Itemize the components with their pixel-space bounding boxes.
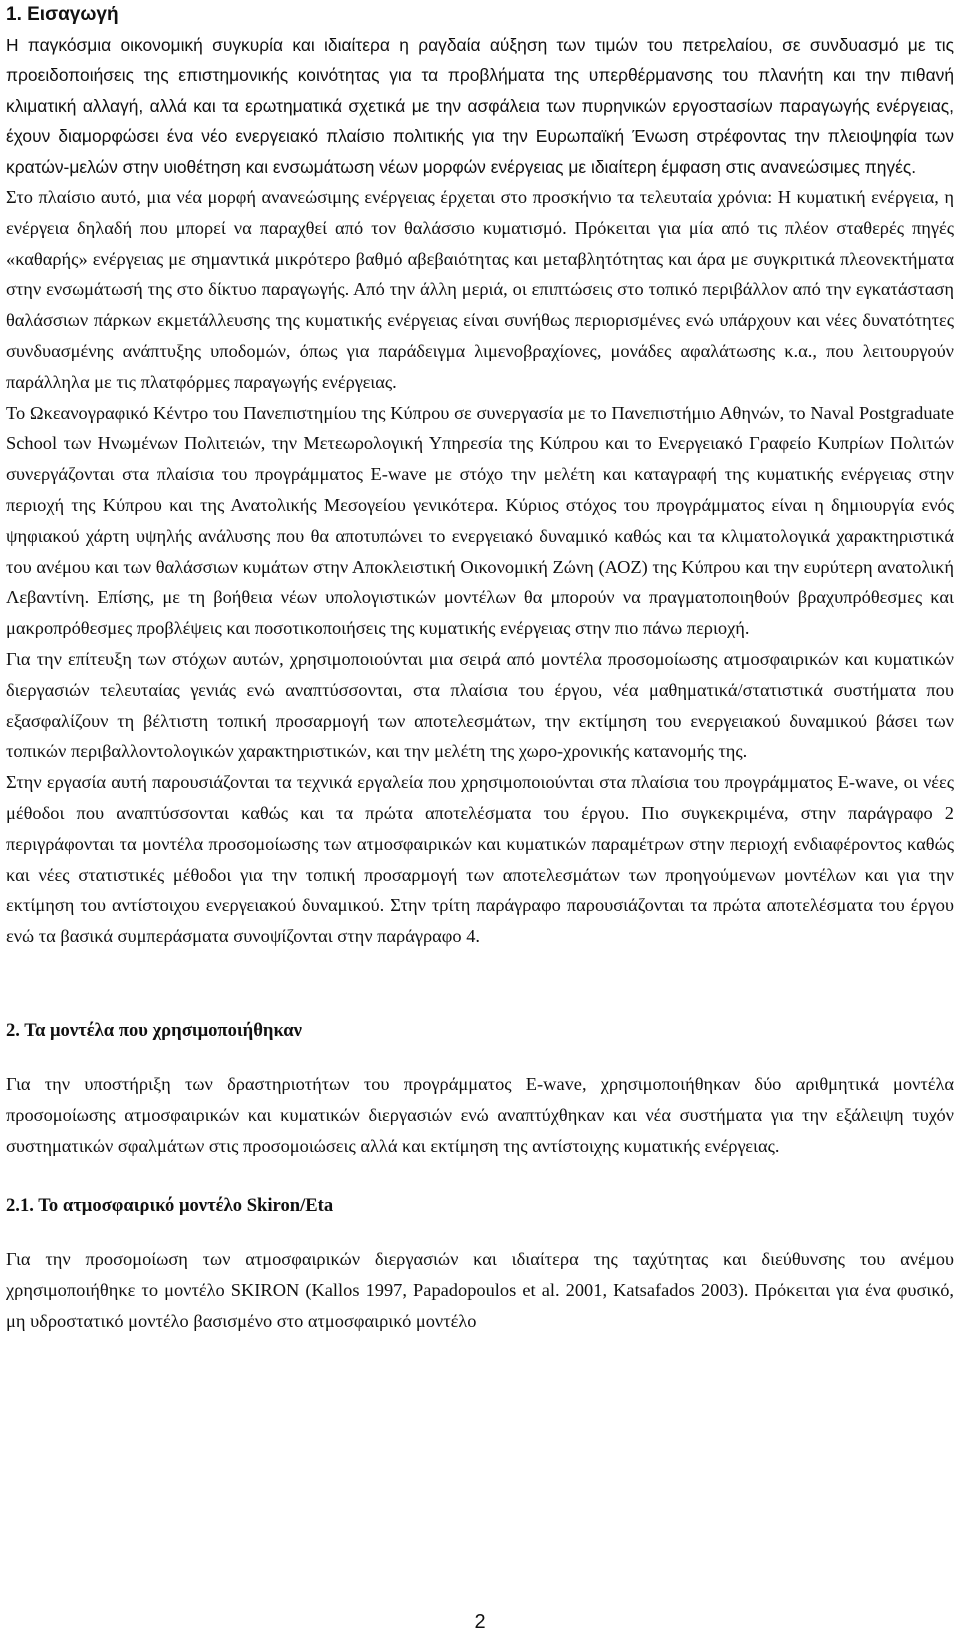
document-page bbox=[6, 0, 954, 1337]
section-2-paragraph: Για την υποστήριξη των δραστηριοτήτων του προγράμματος E-wave, χρησιμοποιήθηκαν δύο αριθμητικά μοντέλα προσομοίωσης ατμοσφαιρικών και κυματικών διεργασιών ενώ αναπτύχθηκαν και νέα συστήματα για την εξάλειψη τυχόν συστηματικών σφαλμάτων στις προσομοιώσεις αλλά και εκτίμηση της αντίστοιχης κυματικής ενέργειας. bbox=[6, 1073, 954, 1156]
page-number: 2 bbox=[474, 1611, 486, 1633]
section-1-paragraph-3: Το Ωκεανογραφικό Κέντρο του Πανεπιστημίου της Κύπρου σε συνεργασία με το Πανεπιστήμιο Αθηνών, το Naval Postgraduate School των Ηνωμένων Πολιτειών, την Μετεωρολογική Υπηρεσία της Κύπρου και το Ενεργειακό Γραφείο Κυπρίων Πολιτών συνεργάζονται στα πλαίσια του προγράμματος E-wave με στόχο την μελέτη και καταγραφή της κυματικής ενέργειας στην περιοχή της Κύπρου και της Ανατολικής Μεσογείου γενικότερα. Κύριος στόχος του προγράμματος είναι η δημιουργία ενός ψηφιακού χάρτη υψηλής ανάλυσης που θα αποτυπώνει το ενεργειακό δυναμικό καθώς και τα κλιματολογικά χαρακτηριστικά του ανέμου και των θαλάσσιων κυμάτων στην Αποκλειστική Οικονομική Ζώνη (ΑΟΖ) της Κύπρου και την ευρύτερη ανατολική Λεβαντίνη. Επίσης, με τη βοήθεια νέων υπολογιστικών μοντέλων θα μπορούν να πραγματοποιηθούν βραχυπρόθεσμες και μακροπρόθεσμες προβλέψεις και ποσοτικοποιήσεις της κυματικής ενέργειας στην πιο πάνω περιοχή. bbox=[6, 402, 954, 639]
section-1-paragraph-4: Για την επίτευξη των στόχων αυτών, χρησιμοποιούνται μια σειρά από μοντέλα προσομοίωσης ατμοσφαιρικών και κυματικών διεργασιών τελευταίας γενιάς ενώ αναπτύσσονται, στα πλαίσια του έργου, νέα μαθηματικά/στατιστικά συστήματα που εξασφαλίζουν τη βέλτιστη τοπική προσαρμογή των αποτελεσμάτων, την εκτίμηση του ενεργειακού δυναμικού βάσει των τοπικών περιβαλλοντολογικών χαρακτηριστικών, και την μελέτη της χωρο-χρονικής κατανομής της. bbox=[6, 648, 954, 762]
subsection-spacer bbox=[6, 1161, 954, 1191]
section-2-heading: 2. Τα μοντέλα που χρησιμοποιήθηκαν bbox=[6, 1019, 302, 1041]
heading-spacer bbox=[6, 1221, 954, 1244]
heading-spacer bbox=[6, 1046, 954, 1069]
section-spacer bbox=[6, 952, 954, 1016]
section-1-paragraph-5: Στην εργασία αυτή παρουσιάζονται τα τεχνικά εργαλεία που χρησιμοποιούνται στα πλαίσια του προγράμματος E-wave, οι νέες μέθοδοι που αναπτύσσονται καθώς και τα πρώτα αποτελέσματα του έργου. Πιο συγκεκριμένα, στην παράγραφο 2 περιγράφονται τα μοντέλα προσομοίωσης των ατμοσφαιρικών και κυματικών παραμέτρων στην περιοχή ενδιαφέροντος καθώς και νέες στατιστικές μέθοδοι για την τοπική προσαρμογή των αποτελεσμάτων των προηγούμενων μοντέλων και για την εκτίμηση του αντίστοιχου ενεργειακού δυναμικού. Στην τρίτη παράγραφο παρουσιάζονται τα πρώτα αποτελέσματα του έργου ενώ τα βασικά συμπεράσματα συνοψίζονται στην παράγραφο 4. bbox=[6, 772, 954, 947]
section-2-1-heading: 2.1. Το ατμοσφαιρικό μοντέλο Skiron/Eta bbox=[6, 1195, 334, 1217]
section-1-heading: 1. Εισαγωγή bbox=[6, 4, 119, 25]
section-2-1-paragraph: Για την προσομοίωση των ατμοσφαιρικών διεργασιών και ιδιαίτερα της ταχύτητας και διεύθυνσης του ανέμου χρησιμοποιήθηκε το μοντέλο SKIRON (Kallos 1997, Papadopoulos et al. 2001, Katsafados 2003). Πρόκειται για ένα φυσικό, μη υδροστατικό μοντέλο βασισμένο στο ατμοσφαιρικό μοντέλο bbox=[6, 1249, 954, 1331]
section-1-paragraph-2: Στο πλαίσιο αυτό, μια νέα μορφή ανανεώσιμης ενέργειας έρχεται στο προσκήνιο τα τελευταία χρόνια: Η κυματική ενέργεια, η ενέργεια δηλαδή που μπορεί να παραχθεί από τον θαλάσσιο κυματισμό. Πρόκειται για μία από τις πλέον σταθερές πηγές «καθαρής» ενέργειας με σημαντικά μικρότερο βαθμό αβεβαιότητας και μεταβλητότητας και άρα με συγκριτικά πλεονεκτήματα στην ενσωμάτωσή της στο δίκτυο παραγωγής. Από την άλλη μεριά, οι επιπτώσεις στο τοπικό περιβάλλον από την εγκατάσταση θαλάσσιων πάρκων εκμετάλλευσης της κυματικής ενέργειας είναι συνήθως περιορισμένες ενώ υπάρχουν και νέες δυνατότητες συνδυασμένης ανάπτυξης υποδομών, όπως για παράδειγμα λιμενοβραχίονες, μονάδες αφαλάτωσης κ.α., που λειτουργούν παράλληλα με τις πλατφόρμες παραγωγής ενέργειας. bbox=[6, 187, 954, 392]
section-1-paragraph-1: Η παγκόσμια οικονομική συγκυρία και ιδιαίτερα η ραγδαία αύξηση των τιμών του πετρελαίου, σε συνδυασμό με τις προειδοποιήσεις της επιστημονικής κοινότητας για τα προβλήματα της υπερθέρμανσης του πλανήτη και την πιθανή κλιματική αλλαγή, αλλά και τα ερωτηματικά σχετικά με την ασφάλεια των πυρηνικών εργοστασίων παραγωγής ενέργειας, έχουν διαμορφώσει ένα νέο ενεργειακό πλαίσιο πολιτικής για την Ευρωπαϊκή Ένωση στρέφοντας την πλειοψηφία των κρατών-μελών στην υιοθέτηση και ενσωμάτωση νέων μορφών ενέργειας με ιδιαίτερη έμφαση στις ανανεώσιμες πηγές. bbox=[6, 35, 954, 177]
